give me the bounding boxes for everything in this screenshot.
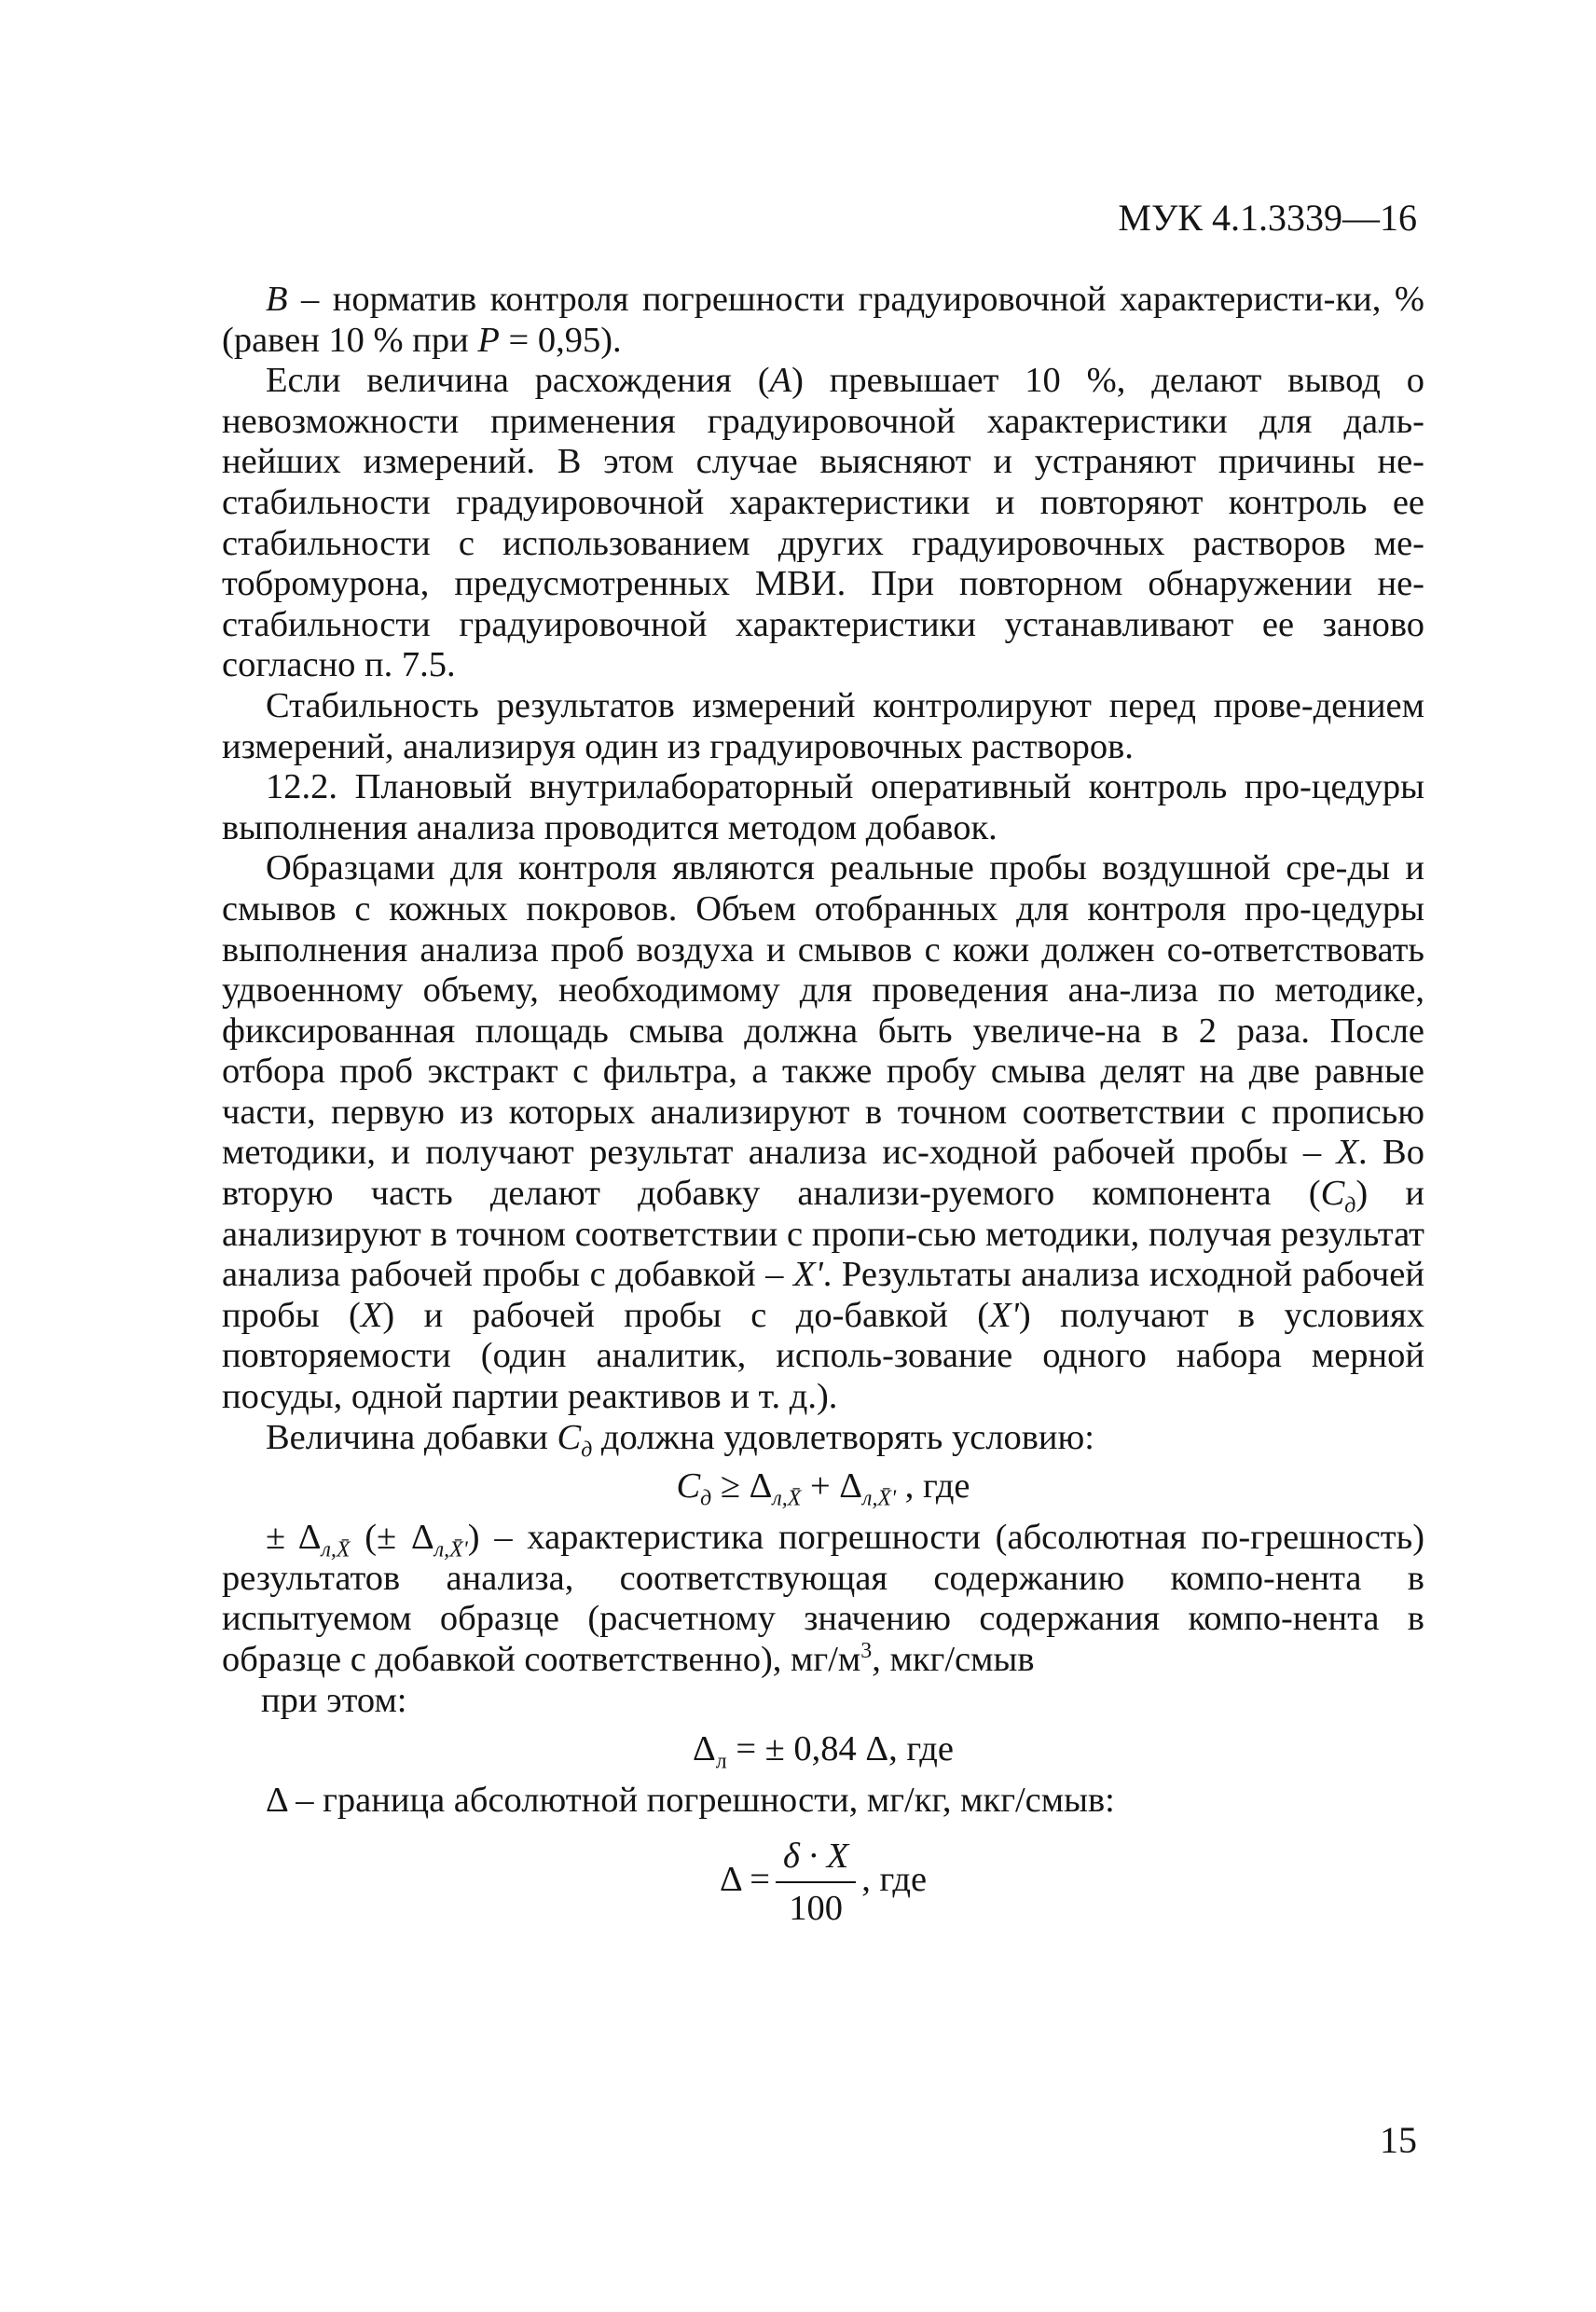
- var-b: B: [266, 280, 288, 319]
- paragraph-12-2: 12.2. Плановый внутрилабораторный оперативный контроль про-цедуры выполнения анализа проводится методом добавок.: [222, 767, 1424, 847]
- var-c: С: [1320, 1174, 1345, 1214]
- document-code-header: МУК 4.1.3339—16: [1118, 197, 1417, 239]
- var-x: X: [1336, 1133, 1359, 1173]
- fraction-numerator: δ · X: [776, 1835, 856, 1883]
- formula-condition: $С_д \ge \Delta_{л,X̄} + \Delta_{л,X̄'}$ , где: [676, 1466, 970, 1511]
- paragraph-discrepancy: Если величина расхождения (А) превышает 10 %, делают вывод о невозможности применения градуировочной характеристики для даль-нейших измерений. В этом случае выясняют и устраняют причины не-стабильности градуировочной характеристики и повторяют контроль ее стабильности с использованием других градуировочных растворов ме-тобромурона, предусмотренных МВИ. При повторном обнаружении не-стабильности градуировочной характеристики устанавливают ее заново согласно п. 7.5.: [222, 361, 1424, 685]
- var-x-prime-2: X': [989, 1295, 1019, 1335]
- paragraph-stability: Стабильность результатов измерений контролируют перед прове-дением измерений, анализируя один из градуировочных растворов.: [222, 685, 1424, 766]
- var-a: А: [769, 361, 792, 401]
- page-number: 15: [1380, 2119, 1417, 2161]
- var-c-sub: д: [1344, 1193, 1356, 1218]
- paragraph-samples: Образцами для контроля являются реальные пробы воздушной сре-ды и смывов с кожных покровов. Объем отобранных для контроля про-цедуры выполнения анализа проб воздуха и смывов с кожи должен со-ответствовать удвоенному объему, необходимому для проведения ана-лиза по методике, фиксированная площадь смыва должна быть увеличе-на в 2 раза. После отбора проб экстракт с фильтра, а также пробу смыва делят на две равные части, первую из которых анализируют в точном соответствии с прописью методики, и получают результат анализа ис-ходной рабочей пробы – X. Во вторую часть делают добавку анализи-руемого компонента $(С_д)$ и анализируют в точном соответствии с пропи-сью методики, получая результат анализа рабочей пробы с добавкой – X'. Результаты анализа исходной рабочей пробы (X) и рабочей пробы с до-бавкой (X') получают в условиях повторяемости (один аналитик, исполь-зование одного набора мерной посуды, одной партии реактивов и т. д.).: [222, 848, 1424, 1417]
- paragraph-b-definition: B – норматив контроля погрешности градуировочной характеристи-ки, % (равен 10 % при P = 0,95).: [222, 280, 1424, 360]
- var-p: P: [477, 320, 500, 360]
- formula-delta: Δ = $\frac{\delta \cdot X}{100}$ , где: [719, 1836, 928, 1928]
- formula-condition-lhs-sub: д: [700, 1486, 712, 1511]
- formula-condition-lhs: С: [676, 1466, 701, 1507]
- formula-delta-fraction: [776, 1835, 856, 1930]
- formula-error-symbols: ± $\Delta_{л,X̄}$ (± $\Delta_{л,X̄'}$): [266, 1518, 480, 1562]
- document-body: [222, 280, 1424, 1943]
- formula-delta-l: $\Delta_л$ = ± 0,84 Δ, где: [693, 1729, 954, 1774]
- paragraph-additive-size: Величина добавки $С_д$ должна удовлетворять условию:: [266, 1417, 1094, 1463]
- fraction-denominator: 100: [789, 1888, 843, 1928]
- var-c-2-sub: д: [581, 1438, 593, 1463]
- var-x-2: X: [360, 1295, 383, 1335]
- var-x-prime: X': [792, 1255, 823, 1295]
- paragraph-error-characteristic: ± $\Delta_{л,X̄}$ (± $\Delta_{л,X̄'}$) – характеристика погрешности (абсолютная по-грешность) результатов анализа, соответствующая содержанию компо-нента в испытуемом образце (расчетному значению содержания компо-нента в образце с добавкой соответственно), $мг/м^3$, мкг/смыв: [222, 1518, 1425, 1679]
- paragraph-with-this: при этом:: [261, 1680, 407, 1720]
- paragraph-delta-definition: Δ – граница абсолютной погрешности, мг/кг, мкг/смыв:: [266, 1781, 1115, 1821]
- var-c-2: С: [557, 1417, 582, 1457]
